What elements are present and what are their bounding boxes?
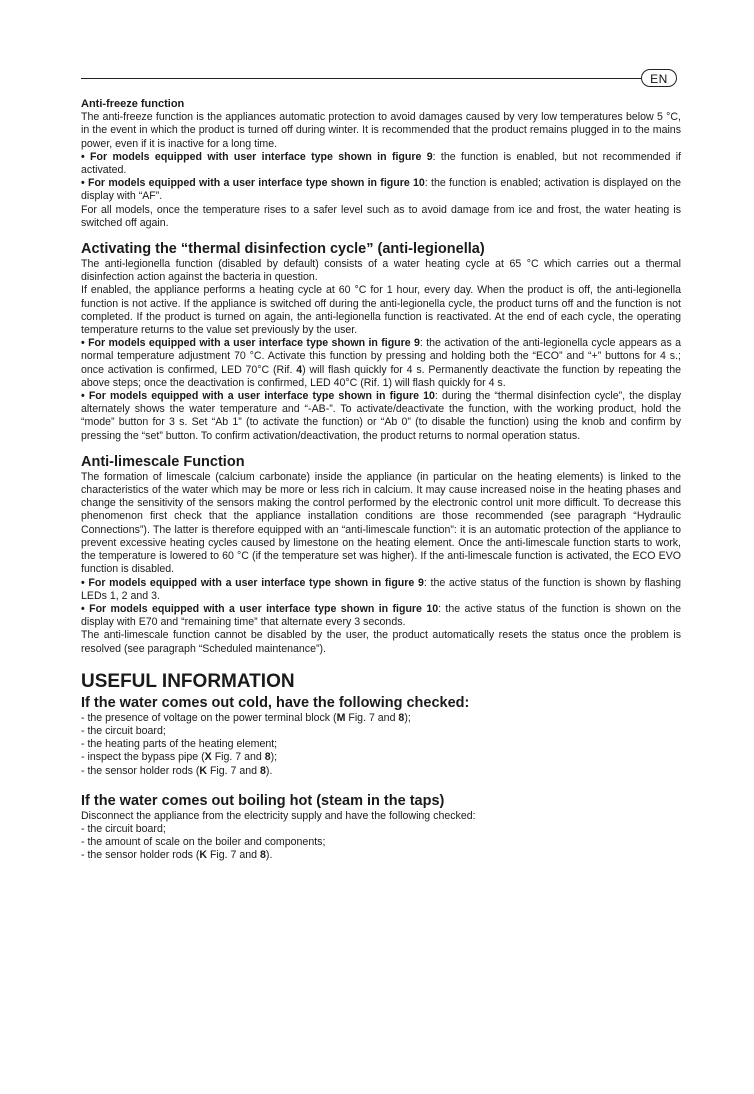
limescale-fig9-text: : the active status of the function is shown by flashing LEDs 1, 2 and 3. [81, 576, 682, 602]
list-item-text: ); [404, 711, 411, 724]
list-item [81, 751, 681, 764]
list-item-text: - the sensor holder rods ( [81, 849, 200, 862]
antifreeze-fig10-lead: • For models equipped with a user interface type shown in figure 10 [81, 177, 425, 190]
hot-water-title: If the water comes out boiling hot (steam in the taps) [81, 792, 445, 809]
list-item-text: ). [265, 764, 273, 777]
list-item [81, 823, 681, 836]
section-antifreeze [81, 98, 681, 230]
list-item-ref: 8 [398, 711, 405, 724]
legionella-fig10 [81, 390, 681, 443]
legionella-fig9 [81, 337, 681, 390]
limescale-fig10 [81, 603, 681, 629]
header-rule [81, 78, 641, 79]
section-legionella [81, 240, 681, 443]
list-item-ref: X [204, 751, 212, 764]
antifreeze-fig10-text: : the function is enabled; activation is displayed on the display with “AF”. [81, 177, 681, 203]
list-item-text: Fig. 7 and [207, 764, 261, 777]
list-item [81, 725, 681, 738]
cold-water-title: If the water comes out cold, have the following checked: [81, 694, 470, 711]
antifreeze-fig9-text: : the function is enabled, but not recommended if activated. [81, 150, 681, 177]
list-item-ref: K [199, 764, 208, 777]
legionella-fig9-text-a: : the activation of the anti-legionella cycle appears as a normal temperature adjustment 70 °C. Activate this function by pressing and holding both the “ECO” and “+” buttons for 4 s.; once activation is confirmed, LED 70°C (Rif. [81, 337, 682, 376]
list-item-ref: 8 [260, 849, 266, 862]
limescale-closing: The anti-limescale function cannot be disabled by the user, the product automatically resets the status once the problem is resolved (see paragraph “Scheduled maintenance”). [81, 629, 681, 655]
limescale-intro: The formation of limescale (calcium carbonate) inside the appliance (in particular on the heating elements) is linked to the characteristics of the water which may be more or less rich in calcium. It may cause increased noise in the heating phases and change the sensitivity of the sensors making the control performed by the electronic control unit more difficult. To decrease this phenomenon first check that the appliance installation conditions are those recommended (see paragraph “Hydraulic Connections”). The latter is therefore equipped with an “anti-limescale function”: it is an automatic protection of the appliance to prevent excessive heating cycles caused by limestone on the heating element. Once the anti-limescale function starts to work, the temperature is lowered to 60 °C (if the temperature set was higher). If the anti-limescale function is activated, the ECO EVO function is disabled. [81, 470, 681, 576]
list-item [81, 836, 681, 849]
list-item-text: - the circuit board; [81, 822, 166, 835]
legionella-title: Activating the “thermal disinfection cycle” (anti-legionella) [81, 241, 485, 258]
antifreeze-all-models: For all models, once the temperature rises to a safer level such as to avoid damage from ice and frost, the water heating is switched off again. [81, 203, 681, 229]
list-item-text: - the amount of scale on the boiler and components; [81, 836, 326, 849]
list-item-ref: 8 [264, 751, 271, 764]
legionella-intro: The anti-legionella function (disabled by default) consists of a water heating cycle at 65 °C which carries out a thermal disinfection action against the bacteria in question. [81, 258, 681, 284]
list-item [81, 738, 681, 751]
antifreeze-intro: The anti-freeze function is the appliances automatic protection to avoid damages caused by very low temperatures below 5 °C, in the event in which the product is turned off during winter. It is recommended that the product remains plugged in to the mains power, even if it is inactive for a long time. [81, 111, 681, 150]
list-item-text: ); [270, 751, 278, 764]
section-useful-information [81, 670, 681, 863]
limescale-fig9-lead: • For models equipped with a user interface type shown in figure 9 [81, 576, 424, 589]
legionella-fig9-lead: • For models equipped with a user interface type shown in figure 9 [81, 337, 420, 350]
legionella-fig9-text-b: ) will flash quickly for 4 s. Permanently deactivate the function by repeating the above steps; once the deactivation is confirmed, LED 40°C (Rif. 1) will flash quickly for 4 s. [81, 363, 681, 389]
list-item-ref: K [199, 849, 208, 862]
list-item [81, 712, 681, 725]
useful-title: USEFUL INFORMATION [81, 670, 295, 692]
antifreeze-title: Anti-freeze function [81, 98, 185, 110]
list-item-ref: 8 [260, 764, 266, 777]
list-item-text: ). [265, 849, 273, 862]
antifreeze-fig10 [81, 177, 681, 203]
language-badge: EN [641, 69, 677, 87]
limescale-title: Anti-limescale Function [81, 453, 245, 470]
list-item-ref: M [336, 711, 346, 724]
section-limescale [81, 453, 681, 656]
document-body [81, 98, 681, 863]
cold-water-list [81, 712, 681, 778]
list-item-text: Fig. 7 and [207, 849, 261, 862]
list-item [81, 849, 681, 862]
hot-water-intro: Disconnect the appliance from the electricity supply and have the following checked: [81, 809, 476, 822]
list-item-text: - the circuit board; [81, 724, 166, 737]
legionella-fig10-text: : during the “thermal disinfection cycle”, the display alternately shows the water temperature and “-AB-”. To activate/deactivate the function, with the working product, hold the “mode” button for 3 s. Set “Ab 1” (to activate the function) or “Ab 0” (to disable the function) using the knob and confirm by pressing the “set” button. To confirm activation/deactivation, the product returns to normal operation status. [81, 390, 681, 442]
legionella-fig9-ref: 4 [296, 363, 303, 376]
limescale-fig10-text: : the active status of the function is shown on the display with E70 and “remaining time” that alternate every 3 seconds. [81, 602, 681, 629]
legionella-enabled: If enabled, the appliance performs a heating cycle at 60 °C for 1 hour, every day. When the product is off, the anti-legionella function is not active. If the appliance is switched off during the anti-legionella cycle, the product turns off and the function is not completed. If the product is turned on again, the anti-legionella function is reactivated. At the end of each cycle, the operating temperature returns to the value set previously by the user. [81, 284, 681, 337]
list-item-text: Fig. 7 and [345, 711, 399, 724]
list-item-text: - the sensor holder rods ( [81, 764, 200, 777]
antifreeze-fig9-lead: • For models equipped with user interface type shown in figure 9 [81, 150, 433, 163]
list-item-text: - the presence of voltage on the power terminal block ( [81, 711, 337, 724]
list-item-text: - the heating parts of the heating element; [81, 738, 278, 751]
hot-water-list [81, 823, 681, 863]
antifreeze-fig9 [81, 151, 681, 177]
list-item-text: Fig. 7 and [211, 751, 265, 764]
list-item [81, 765, 681, 778]
legionella-fig10-lead: • For models equipped with a user interface type shown in figure 10 [81, 390, 435, 403]
limescale-fig10-lead: • For models equipped with a user interface type shown in figure 10 [81, 602, 439, 615]
limescale-fig9 [81, 577, 681, 603]
list-item-text: - inspect the bypass pipe ( [81, 751, 205, 764]
